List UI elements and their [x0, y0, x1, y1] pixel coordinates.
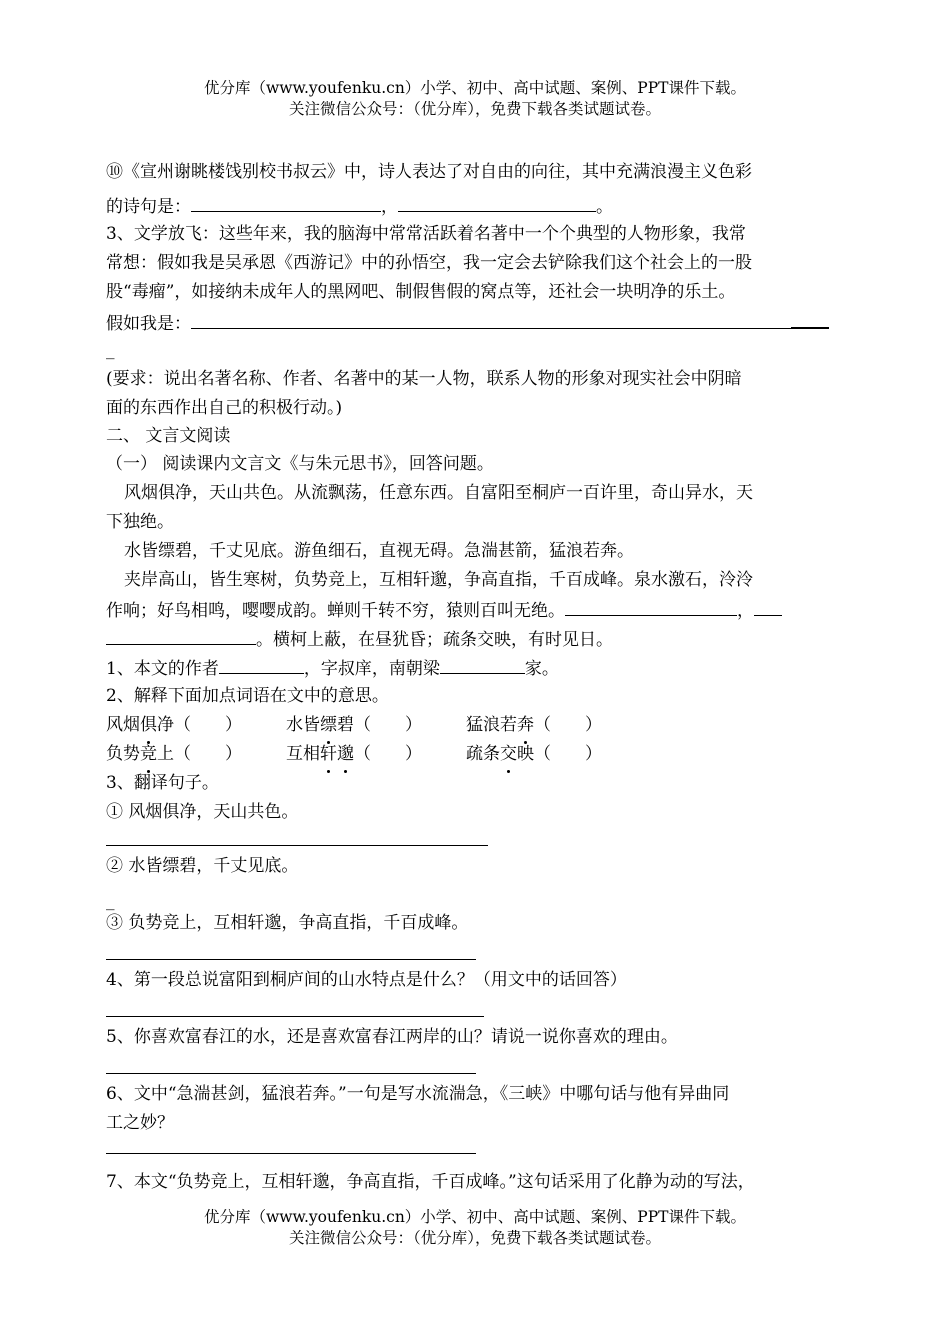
page-footer	[0, 1207, 950, 1249]
q1-line	[106, 655, 559, 681]
vocab-item	[106, 713, 286, 737]
lit-stray-underscore: _	[106, 340, 115, 360]
q3-prompt: 3、翻译句子。	[106, 773, 219, 793]
q2-prompt: 2、解释下面加点词语在文中的意思。	[106, 686, 389, 706]
vocab-text: 水皆	[286, 715, 320, 735]
footer-line-1: 优分库（www.youfenku.cn）小学、初中、高中试题、案例、PPT课件下载。	[203, 1208, 747, 1226]
section-2-title: 二、 文言文阅读	[106, 426, 231, 446]
lit-requirement-1: (要求：说出名著名称、作者、名著中的某一人物，联系人物的形象对现实社会中阴暗	[106, 369, 742, 389]
lit-line-2: 常想：假如我是吴承恩《西游记》中的孙悟空，我一定会去铲除我们这个社会上的一股	[106, 253, 752, 273]
vocab-text: 猛浪若	[466, 715, 517, 735]
vocab-answer-paren[interactable]: （ ）	[534, 744, 602, 764]
passage-p3-text: 作响；好鸟相鸣，嘤嘤成韵。蝉则千转不穷，猿则百叫无绝。	[106, 601, 565, 621]
passage-blank-2b[interactable]	[106, 626, 256, 645]
q10-end: 。	[596, 197, 613, 217]
q3-sentence-2: ② 水皆缥碧，千丈见底。	[106, 856, 299, 876]
dotted-char: 轩	[320, 744, 337, 764]
passage-p3-end: 。横柯上蔽，在昼犹昏；疏条交映，有时见日。	[256, 630, 613, 650]
q6-prompt-line-1: 6、文中“急湍甚剑，猛浪若奔。”一句是写水流湍急，《三峡》中哪句话与他有异曲同	[106, 1084, 730, 1104]
dotted-char: 俱	[140, 715, 157, 735]
passage-p3-line-3	[106, 626, 613, 652]
vocab-text: 净	[157, 715, 174, 735]
q7-prompt: 7、本文“负势竞上，互相轩邈，争高直指，千百成峰。”这句话采用了化静为动的写法，	[106, 1172, 755, 1192]
vocab-text: 映	[517, 744, 534, 764]
passage-blank-2a[interactable]	[754, 597, 782, 616]
q3-2-stray-underscore: _	[106, 891, 115, 911]
vocab-row-1	[106, 713, 646, 737]
dotted-char: 竞	[140, 744, 157, 764]
page-header	[0, 78, 950, 120]
q10-prefix: 的诗句是：	[106, 197, 191, 217]
q4-answer-line[interactable]	[106, 1016, 484, 1017]
lit-answer-blank-tail[interactable]	[791, 309, 829, 329]
q10-answer-blank-2[interactable]	[398, 193, 596, 212]
vocab-item	[106, 742, 286, 766]
lit-answer-blank[interactable]	[191, 310, 791, 329]
passage-comma: ，	[737, 601, 754, 621]
q3-3-answer-line[interactable]	[106, 959, 476, 960]
vocab-item	[466, 713, 646, 737]
footer-line-2: 关注微信公众号：（优分库），免费下载各类试题试卷。	[288, 1229, 661, 1247]
dotted-char: 交	[500, 744, 517, 764]
q10-line-1: ⑩《宣州谢眺楼饯别校书叔云》中，诗人表达了对自由的向往，其中充满浪漫主义色彩	[106, 162, 752, 182]
vocab-item	[286, 713, 466, 737]
vocab-text: 碧	[337, 715, 354, 735]
dotted-char: 邈	[337, 744, 354, 764]
vocab-row-2	[106, 742, 646, 766]
vocab-item	[286, 742, 466, 766]
vocab-item	[466, 742, 646, 766]
dotted-char: 奔	[517, 715, 534, 735]
vocab-answer-paren[interactable]: （ ）	[534, 715, 602, 735]
vocab-text: 互相	[286, 744, 320, 764]
q5-answer-line[interactable]	[106, 1073, 476, 1074]
vocab-text: 负势	[106, 744, 140, 764]
q1-text-a: 1、本文的作者	[106, 659, 219, 679]
q10-answer-blank-1[interactable]	[191, 193, 381, 212]
passage-p2: 水皆缥碧，千丈见底。游鱼细石，直视无碍。急湍甚箭，猛浪若奔。	[124, 541, 634, 561]
vocab-answer-paren[interactable]: （ ）	[354, 744, 422, 764]
vocab-text: 风烟	[106, 715, 140, 735]
lit-requirement-2: 面的东西作出自己的积极行动。)	[106, 398, 343, 418]
q10-comma: ，	[381, 197, 398, 217]
q1-author-blank[interactable]	[219, 655, 304, 674]
q5-prompt: 5、你喜欢富春江的水，还是喜欢富春江两岸的山？请说一说你喜欢的理由。	[106, 1027, 678, 1047]
lit-prompt: 假如我是：	[106, 314, 191, 334]
q4-prompt: 4、第一段总说富阳到桐庐间的山水特点是什么？（用文中的话回答）	[106, 970, 627, 990]
header-line-1: 优分库（www.youfenku.cn）小学、初中、高中试题、案例、PPT课件下载。	[203, 79, 747, 97]
q6-prompt-line-2: 工之妙？	[106, 1113, 174, 1133]
q3-sentence-1: ① 风烟俱净，天山共色。	[106, 802, 299, 822]
vocab-answer-paren[interactable]: （ ）	[174, 744, 242, 764]
vocab-text: 疏条	[466, 744, 500, 764]
q1-text-b: ，字叔庠，南朝梁	[303, 659, 440, 679]
q3-sentence-3: ③ 负势竞上，互相轩邈，争高直指，千百成峰。	[106, 913, 469, 933]
lit-line-3: 股“毒瘤”，如接纳未成年人的黑网吧、制假售假的窝点等，还社会一块明净的乐土。	[106, 282, 736, 302]
q1-text-c: 家。	[524, 659, 559, 679]
vocab-text: 上	[157, 744, 174, 764]
header-line-2: 关注微信公众号：（优分库），免费下载各类试题试卷。	[288, 100, 661, 118]
lit-line-1: 3、文学放飞：这些年来，我的脑海中常常活跃着名著中一个个典型的人物形象，我常	[106, 224, 746, 244]
section-2-subtitle: （一） 阅读课内文言文《与朱元思书》，回答问题。	[106, 454, 494, 474]
passage-p3-line-2	[106, 597, 782, 623]
vocab-answer-paren[interactable]: （ ）	[354, 715, 422, 735]
passage-blank-1[interactable]	[565, 597, 737, 616]
passage-p3-line-1: 夹岸高山，皆生寒树，负势竞上，互相轩邈，争高直指，千百成峰。泉水激石，泠泠	[124, 570, 753, 590]
q3-1-answer-line[interactable]	[106, 845, 488, 846]
q6-answer-line[interactable]	[106, 1153, 476, 1154]
vocab-answer-paren[interactable]: （ ）	[174, 715, 242, 735]
lit-prompt-line	[106, 309, 829, 336]
passage-p1-line-2: 下独绝。	[106, 512, 174, 532]
dotted-char: 缥	[320, 715, 337, 735]
q10-line-2	[106, 193, 613, 219]
q1-role-blank[interactable]	[440, 655, 525, 674]
passage-p1-line-1: 风烟俱净，天山共色。从流飘荡，任意东西。自富阳至桐庐一百许里，奇山异水，天	[124, 483, 753, 503]
